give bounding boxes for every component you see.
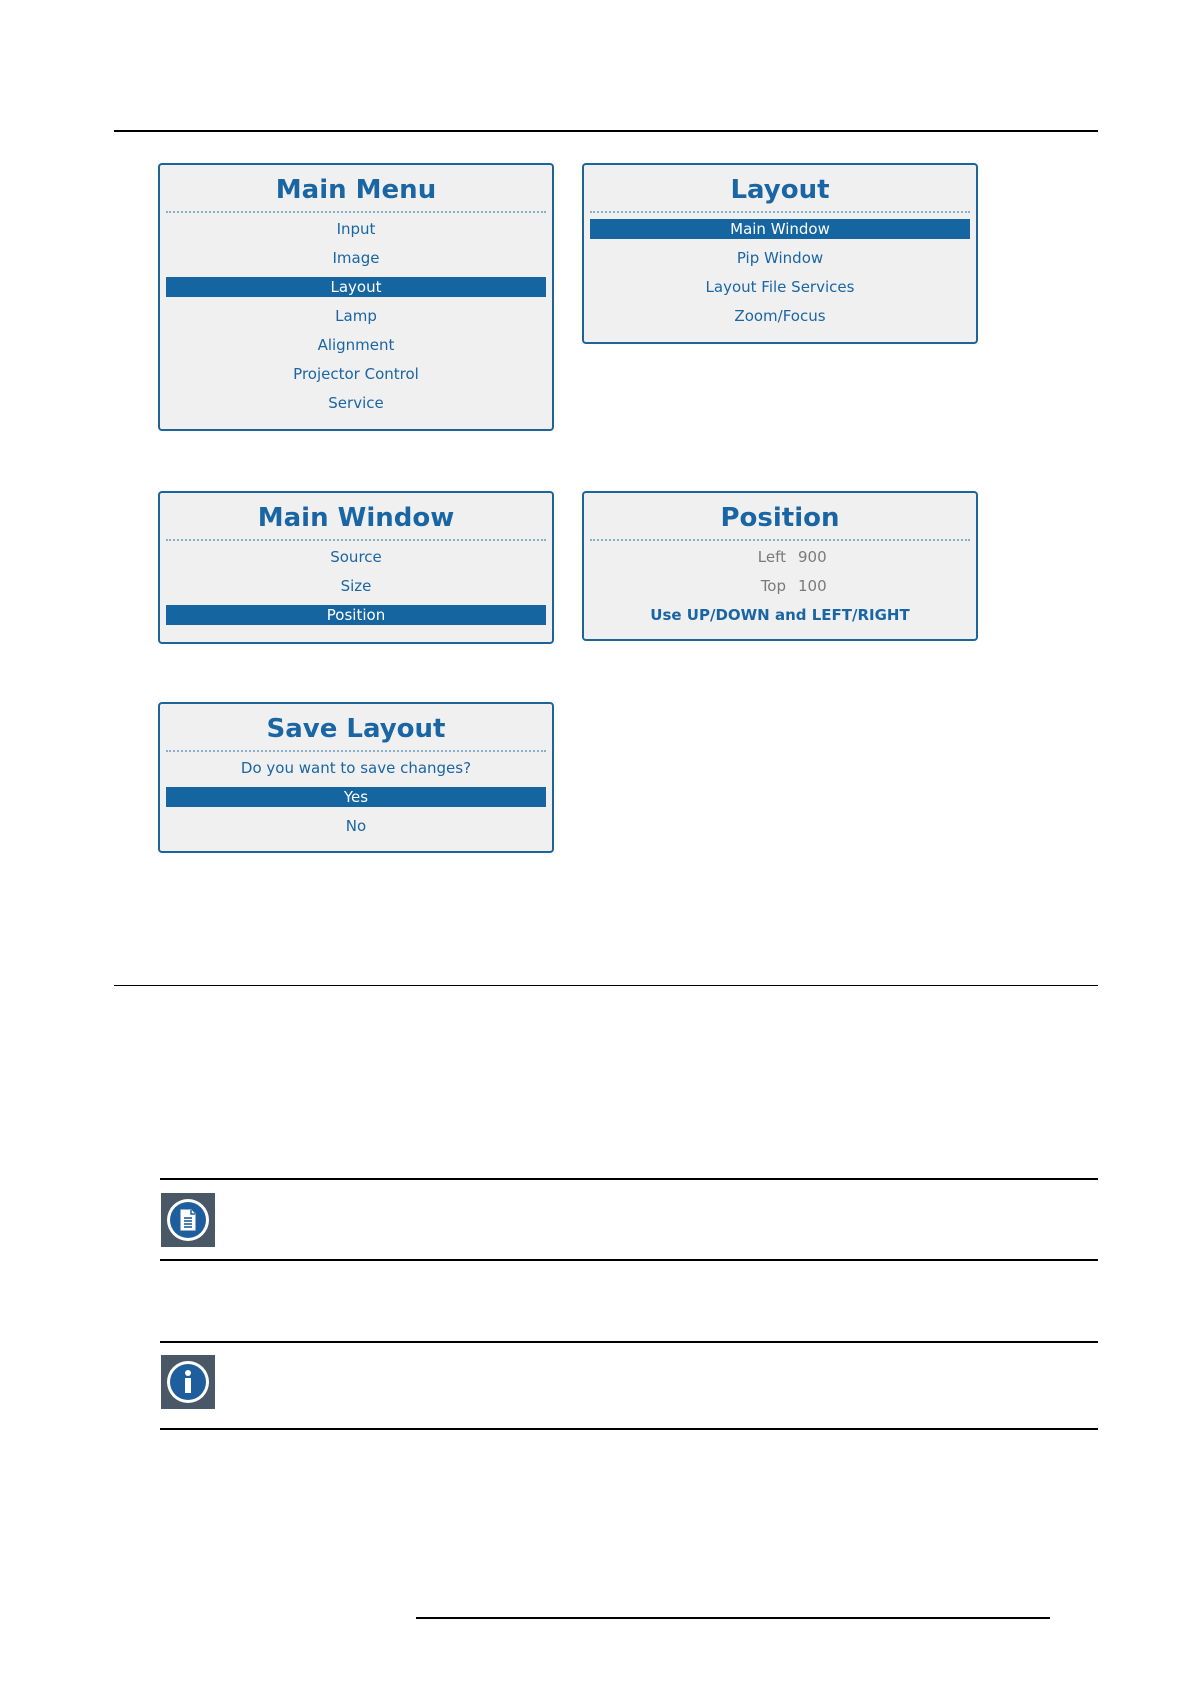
main-window-panel [158,491,554,644]
menu-item-input[interactable]: Input [336,220,376,238]
note-bottom-rule [160,1259,1098,1261]
position-left-row[interactable] [590,547,970,567]
layout-item-main-window[interactable]: Main Window [590,219,970,239]
main-window-item-position[interactable]: Position [166,605,546,625]
info-icon [161,1355,215,1409]
menu-item-lamp[interactable]: Lamp [335,307,377,325]
menu-item-service[interactable]: Service [328,394,384,412]
info-bottom-rule [160,1428,1098,1430]
position-top-value: 100 [798,577,827,595]
panel-title: Layout [730,175,830,205]
section-rule [114,985,1098,986]
panel-title: Main Menu [275,175,437,205]
position-left-value: 900 [798,548,827,566]
layout-item-zoom-focus[interactable]: Zoom/Focus [734,307,826,325]
position-top-label: Top [760,577,786,595]
footer-rule [416,1617,1050,1619]
header-rule [114,130,1098,132]
save-no-option[interactable]: No [345,817,367,835]
layout-item-pip-window[interactable]: Pip Window [736,249,824,267]
save-layout-panel [158,702,554,853]
save-yes-option[interactable]: Yes [166,787,546,807]
position-panel [582,491,978,641]
save-question: Do you want to save changes? [240,759,472,777]
menu-item-alignment[interactable]: Alignment [317,336,395,354]
title-separator [590,539,970,541]
position-hint: Use UP/DOWN and LEFT/RIGHT [650,606,910,624]
position-top-row[interactable] [590,576,970,596]
title-separator [166,211,546,213]
note-top-rule [160,1178,1098,1180]
title-separator [166,750,546,752]
menu-item-image[interactable]: Image [332,249,380,267]
panel-title: Main Window [257,503,455,533]
main-window-item-source[interactable]: Source [330,548,382,566]
layout-item-layout-file-services[interactable]: Layout File Services [705,278,855,296]
panel-title: Position [720,503,840,533]
menu-item-layout[interactable]: Layout [166,277,546,297]
title-separator [590,211,970,213]
main-window-item-size[interactable]: Size [340,577,372,595]
main-menu-panel [158,163,554,431]
panel-title: Save Layout [266,714,446,744]
menu-item-projector-control[interactable]: Projector Control [293,365,419,383]
info-top-rule [160,1341,1098,1343]
note-icon [161,1193,215,1247]
layout-panel [582,163,978,344]
position-left-label: Left [757,548,786,566]
title-separator [166,539,546,541]
